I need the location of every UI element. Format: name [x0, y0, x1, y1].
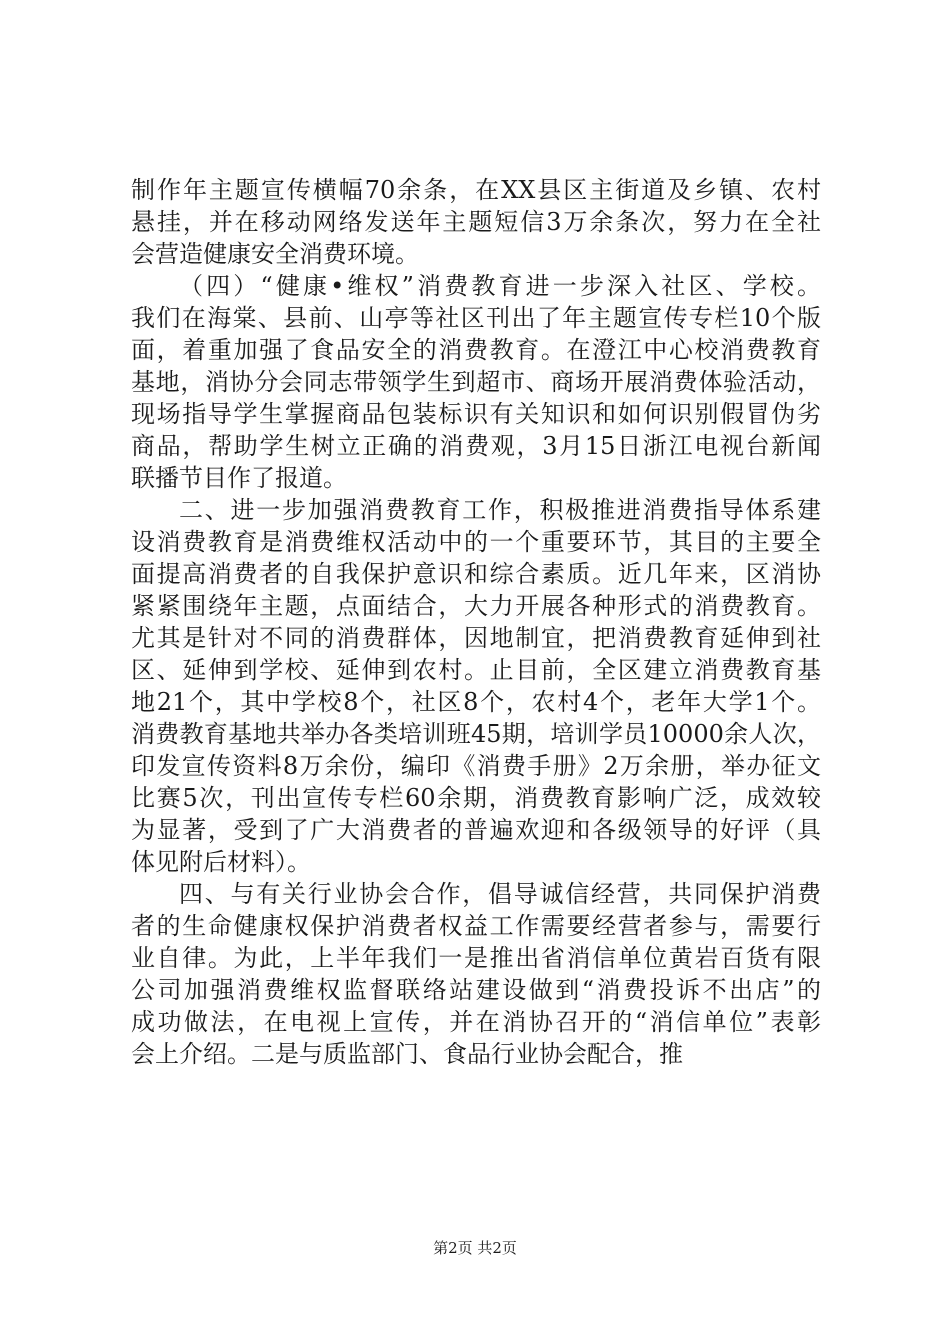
text-line: 业自律。为此，上半年我们一是推出省消信单位黄岩百货有限 [131, 944, 821, 972]
text-line: 面，着重加强了食品安全的消费教育。在澄江中心校消费教育 [131, 336, 821, 364]
paragraph-consumer-education-work [131, 494, 821, 878]
text-line: 紧紧围绕年主题，点面结合，大力开展各种形式的消费教育。 [131, 592, 821, 620]
text-line: 商品，帮助学生树立正确的消费观，3月15日浙江电视台新闻 [131, 432, 821, 460]
text-line: （四）“健康•维权”消费教育进一步深入社区、学校。 [179, 272, 821, 300]
text-line: 比赛5次，刊出宣传专栏60余期，消费教育影响广泛，成效较 [131, 784, 821, 812]
paragraph-community-school-education [131, 270, 821, 494]
text-line: 为显著，受到了广大消费者的普遍欢迎和各级领导的好评（具 [131, 816, 821, 844]
text-line: 设消费教育是消费维权活动中的一个重要环节，其目的主要全 [131, 528, 821, 556]
page-number: 第2页 共2页 [433, 1239, 517, 1257]
text-line: 现场指导学生掌握商品包装标识有关知识和如何识别假冒伪劣 [131, 400, 821, 428]
text-line: 体见附后材料）。 [131, 848, 311, 876]
text-line: 我们在海棠、县前、山亭等社区刊出了年主题宣传专栏10个版 [131, 304, 821, 332]
document-body [131, 174, 821, 1070]
text-line: 尤其是针对不同的消费群体，因地制宜，把消费教育延伸到社 [131, 624, 821, 652]
text-line: 联播节目作了报道。 [131, 464, 347, 492]
text-line: 地21个，其中学校8个，社区8个，农村4个，老年大学1个。 [131, 688, 821, 716]
text-line: 基地，消协分会同志带领学生到超市、商场开展消费体验活动， [131, 368, 821, 396]
text-line: 会上介绍。二是与质监部门、食品行业协会配合，推 [131, 1040, 683, 1068]
text-line: 面提高消费者的自我保护意识和综合素质。近几年来，区消协 [131, 560, 821, 588]
paragraph-campaign-banners [131, 174, 821, 270]
text-line: 制作年主题宣传横幅70余条，在XX县区主街道及乡镇、农村 [131, 176, 821, 204]
text-line: 会营造健康安全消费环境。 [131, 240, 419, 268]
text-line: 公司加强消费维权监督联络站建设做到“消费投诉不出店”的 [131, 976, 821, 1004]
text-line: 悬挂，并在移动网络发送年主题短信3万余条次，努力在全社 [131, 208, 821, 236]
text-line: 消费教育基地共举办各类培训班45期，培训学员10000余人次， [131, 720, 821, 748]
text-line: 成功做法，在电视上宣传，并在消协召开的“消信单位”表彰 [131, 1008, 821, 1036]
text-line: 印发宣传资料8万余份，编印《消费手册》2万余册，举办征文 [131, 752, 821, 780]
text-line: 四、与有关行业协会合作，倡导诚信经营，共同保护消费 [179, 880, 821, 908]
text-line: 者的生命健康权保护消费者权益工作需要经营者参与，需要行 [131, 912, 821, 940]
text-line: 二、进一步加强消费教育工作，积极推进消费指导体系建 [179, 496, 821, 524]
paragraph-industry-cooperation [131, 878, 821, 1070]
page-footer [0, 1238, 950, 1258]
text-line: 区、延伸到学校、延伸到农村。止目前，全区建立消费教育基 [131, 656, 821, 684]
